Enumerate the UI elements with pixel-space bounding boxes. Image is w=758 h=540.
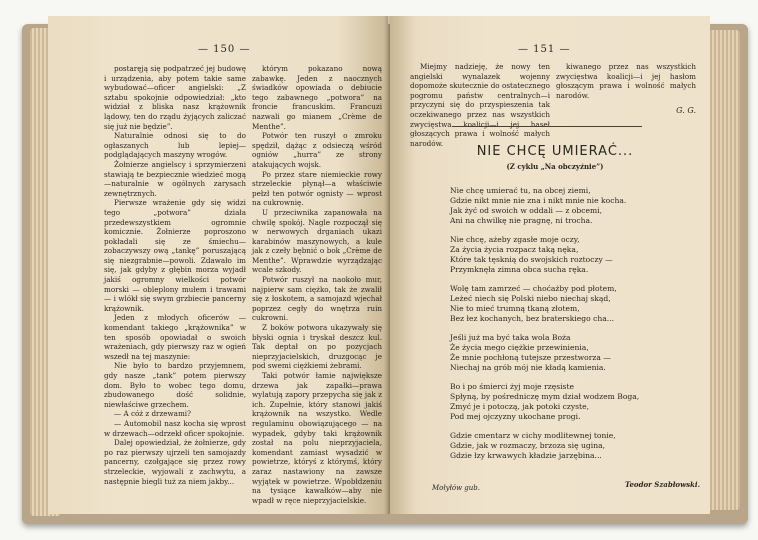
poem-line: Nie to mieć trumną tkaną złotem, (450, 304, 580, 313)
poem-line: Gdzie nikt mnie nie zna i nikt mnie nie kocha. (450, 196, 627, 205)
poem-line: Leżeć niech się Polski niebo niechaj skąd, (450, 294, 611, 303)
poem-line: Nie chcę umierać tu, na obcej ziemi, (450, 186, 591, 195)
poem-line: Gdzie łzy krwawych kładzie jarzębina... (450, 451, 602, 460)
paragraph: Potwór ruszył na naokoło mur, najpierw sam ciężko, tak że zwalił się z łoskotem, a samojazd wjechał poprzez cegły do wnętrza ruin cukrowni. (252, 275, 382, 323)
page-number-left: — 150 — (198, 44, 251, 55)
poem-place: Mołyłów gub. (432, 484, 481, 492)
paragraph: Jeden z młodych oficerów — komendant takiego „krążownika” w ten sposób opowiadał o swoich wrażeniach, gdy pierwszy raz w ogień wszedł na tej maszynie: (104, 313, 246, 361)
poem-line: Przymknęła zimna obca sucha ręka. (450, 265, 589, 274)
poem-line: Niechaj na grób mój nie kładą kamienia. (450, 363, 606, 372)
right-page (390, 16, 710, 514)
right-column-2 (556, 62, 696, 116)
left-column-2 (252, 64, 382, 505)
poem-line: Jak żyć od swoich w oddali — z obcemi, (450, 206, 602, 215)
poem-line: Wolę tam zamrzeć — choćażby pod płotem, (450, 284, 617, 293)
poem-line: Bez łez kochanych, bez braterskiego cha... (450, 314, 614, 323)
left-page (48, 16, 388, 514)
poem-line: Pod mej ojczyzny ukochane progi. (450, 412, 581, 421)
signature-initials: G. G. (676, 106, 696, 116)
paragraph: którym pokazano nową zabawkę. Jeden z naocznych świadków opowiada o debiucie tego zabawnego „potwora” na froncie francuskim. Francuzi nazwali go mianem „Crème de Menthe”. (252, 64, 382, 131)
poem-line: Gdzie, jak w rozmaczy, brzoza się ugina, (450, 441, 606, 450)
poem-stanza (450, 431, 680, 461)
poem-line: Gdzie cmentarz w cichy modlitewnej tonie, (450, 431, 616, 440)
poem-stanza (450, 235, 680, 275)
paragraph: kiwanego przez nas wszystkich zwycięstwa koalicji—i jej hasłom głoszącym prawa i wolność małych narodów. (556, 62, 696, 100)
poem-line: Ani na chwilkę nie pragnę, ni trocha. (450, 216, 593, 225)
paragraph: Pierwsze wrażenie gdy się widzi tego „potwora” działa przedewszystkiem ogromnie komicznie. Żołnierze poproszono pokładali się ze śmiechu—zobaczywszy ową „tankę” poruszającą się niezgrabnie—powoli. Zdawało im się, jak gdyby z głębin morza wyjadł jakiś ogromny wielkości potwór morski — obleplony mułem i trawami — i wlókł się swym grzbiecie pancerny krążownik. (104, 198, 246, 313)
paragraph: Potwór ten ruszył o zmroku spędził, dążąc z odsieczą wśród ogniów „hurra” ze strony atakujących wojsk. (252, 131, 382, 169)
paragraph: Z boków potwora ukazywały się błyski ognia i tryskał deszcz kul. Tak deptał on po pozycjach nieprzyjacielskich, druzgocąc je pod swemi ciężkiemi żebrami. (252, 323, 382, 371)
poem-author: Teodor Szabłowski. (625, 480, 700, 489)
poem-line: Że życia mego ciężkie przewinienia, (450, 343, 589, 352)
paragraph: Po przez stare niemieckie rowy strzeleckie płynął—a właściwie pełzł ten potwór ognisty — wprost na cukrownię. (252, 169, 382, 208)
paragraph: Żołnierze angielscy i sprzymierzeni stawiają te bezpiecznie wiedzieć mogą—naturalnie w ogólnych zarysach zewnętrznych. (104, 159, 246, 198)
paragraph: Taki potwór łamie największe drzewa jak zapałki—prawa wylatują zapory przepycha się jak z ich. Zupełnie, który stanowi jakiś krążownik na wszystko. Wedle regulaminu obowiązującego — na wypadek, gdyby taki krążownik został na polu nieprzyjaciela, komendant zamiast wysadzić w powietrze, któryś z którymś, który zaraz nastawiony na zawsze wyjątek w powietrze. Wpobłdzeniu na tysiące kawałków—aby nie wpadł w ręce nieprzyjacielskie. (252, 371, 382, 505)
poem-title: NIE CHCĘ UMIERAĆ... (476, 144, 634, 159)
poem-stanza (450, 382, 680, 422)
poem-stanza (450, 186, 680, 226)
poem-line: Nie chcę, ażeby zgasłe moje oczy, (450, 235, 580, 244)
poem-line: Spłyną, by pośredniczę mym dział wodzem Boga, (450, 392, 640, 401)
poem-subtitle: (Z cyklu „Na obczyźnie”) (506, 162, 604, 171)
left-column-1 (104, 64, 246, 486)
paragraph: — Automobil nasz kocha się wprost w drzewach—odrzekł oficer spokojnie. (104, 418, 246, 438)
divider-rule (452, 126, 642, 127)
paragraph: Dalej opowiedział, że żołnierze, gdy po raz pierwszy ujrzeli ten samojazdy pancerny, czołgające się przez rowy strzeleckie, wyjowali z zachwytu, a następnie biegli tuż za niem jakby... (104, 438, 246, 486)
right-column-1 (410, 62, 550, 148)
open-book (10, 6, 748, 534)
poem-line: Za życia życia rozpacz taką nęka, (450, 245, 579, 254)
paragraph: Miejmy nadzieję, że nowy ten angielski wynalazek wojenny dopomoże skutecznie do ostatecznego pogromu państw centralnych—i przyczyni się do przyspieszenia tak oczekiwanego przez nas wszystkich zwycięstwa koalicji—i jej haseł głoszących prawa i wolność małych narodów. (410, 62, 550, 148)
paragraph: Naturalnie odnosi się to do ogłaszanych lub lepiej—podglądających maszyny wrogów. (104, 131, 246, 160)
poem-line: Bo i po śmierci żyj moje rzęsiste (450, 382, 574, 391)
poem-line: Które tak tęsknią do swojskich roztoczy — (450, 255, 613, 264)
poem-stanza (450, 284, 680, 324)
page-number-right: — 151 — (518, 44, 571, 55)
poem-stanza (450, 333, 680, 373)
poem-body (450, 186, 680, 470)
poem-line: Zmyć je i potoczą, jak potoki czyste, (450, 402, 590, 411)
paragraph: Nie było to bardzo przyjemnem, gdy nasze „tank” potem pierwszy dom. Było to wobec tego domu, zbudowanego dość solidnie, niewłaściwe grzechem. (104, 361, 246, 409)
paragraph: — A cóż z drzewami? (114, 409, 191, 419)
paragraph: U przeciwnika zapanowała na chwilę spokój. Nagle rozpoczął się w nerwowych drganiach ukazi karabinów maszynowych, a kule jak z czeły bębnić o bok „Crème de Menthe”. Wprawdzie wyrządzając wcale szkody. (252, 207, 382, 275)
poem-line: Że mnie pochłoną tutejsze przestworza — (450, 353, 611, 362)
paragraph: postaręją się podpatrzeć jej budowę i urządzenia, aby potem takie same wybudować—oficer angielski: „Z sztabu spokojnie odpowiedział: „kto widział z bliska nasz krążownik lądowy, ten do rządu żyjących zaliczać się już nie będzie”. (104, 64, 246, 131)
poem-line: Jeśli już ma być taka wola Boża (450, 333, 571, 342)
